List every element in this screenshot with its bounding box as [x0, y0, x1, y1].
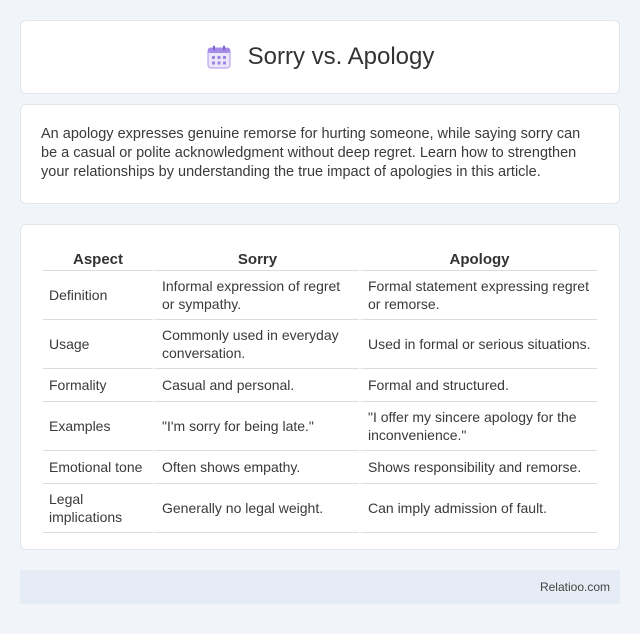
page-title: Sorry vs. Apology [247, 43, 435, 70]
intro-text: An apology expresses genuine remorse for hurting someone, while saying sorry can be a casual or polite acknowledgment without deep regret. Learn how to strengthen your relationships by understanding the true impact of apologies in this article. [41, 126, 581, 180]
cell-sorry: Generally no legal weight. [153, 484, 359, 533]
table-row [43, 484, 597, 533]
footer-brand: Relatioo.com [539, 580, 610, 594]
cell-sorry: Often shows empathy. [153, 451, 359, 484]
title-card [20, 20, 620, 94]
cell-aspect: Emotional tone [43, 451, 153, 484]
cell-aspect: Legal implications [43, 484, 153, 533]
header-apology: Apology [359, 245, 597, 271]
cell-sorry: Casual and personal. [153, 369, 359, 402]
table-row [43, 451, 597, 484]
intro-card [20, 104, 620, 204]
cell-apology: Formal and structured. [359, 369, 597, 402]
header-sorry: Sorry [153, 245, 359, 271]
comparison-table [43, 245, 597, 533]
cell-sorry: Informal expression of regret or sympathy. [153, 271, 359, 320]
table-row [43, 320, 597, 369]
table-header-row [43, 245, 597, 271]
table-row [43, 369, 597, 402]
cell-apology: Can imply admission of fault. [359, 484, 597, 533]
cell-aspect: Definition [43, 271, 153, 320]
header-aspect: Aspect [43, 245, 153, 271]
cell-sorry: Commonly used in everyday conversation. [153, 320, 359, 369]
cell-aspect: Examples [43, 402, 153, 451]
cell-apology: "I offer my sincere apology for the inconvenience." [359, 402, 597, 451]
cell-apology: Used in formal or serious situations. [359, 320, 597, 369]
cell-aspect: Formality [43, 369, 153, 402]
cell-aspect: Usage [43, 320, 153, 369]
table-row [43, 271, 597, 320]
table-row [43, 402, 597, 451]
cell-apology: Formal statement expressing regret or remorse. [359, 271, 597, 320]
footer [20, 570, 620, 604]
cell-apology: Shows responsibility and remorse. [359, 451, 597, 484]
calendar-icon [206, 44, 232, 70]
cell-sorry: "I'm sorry for being late." [153, 402, 359, 451]
comparison-table-card [20, 224, 620, 550]
